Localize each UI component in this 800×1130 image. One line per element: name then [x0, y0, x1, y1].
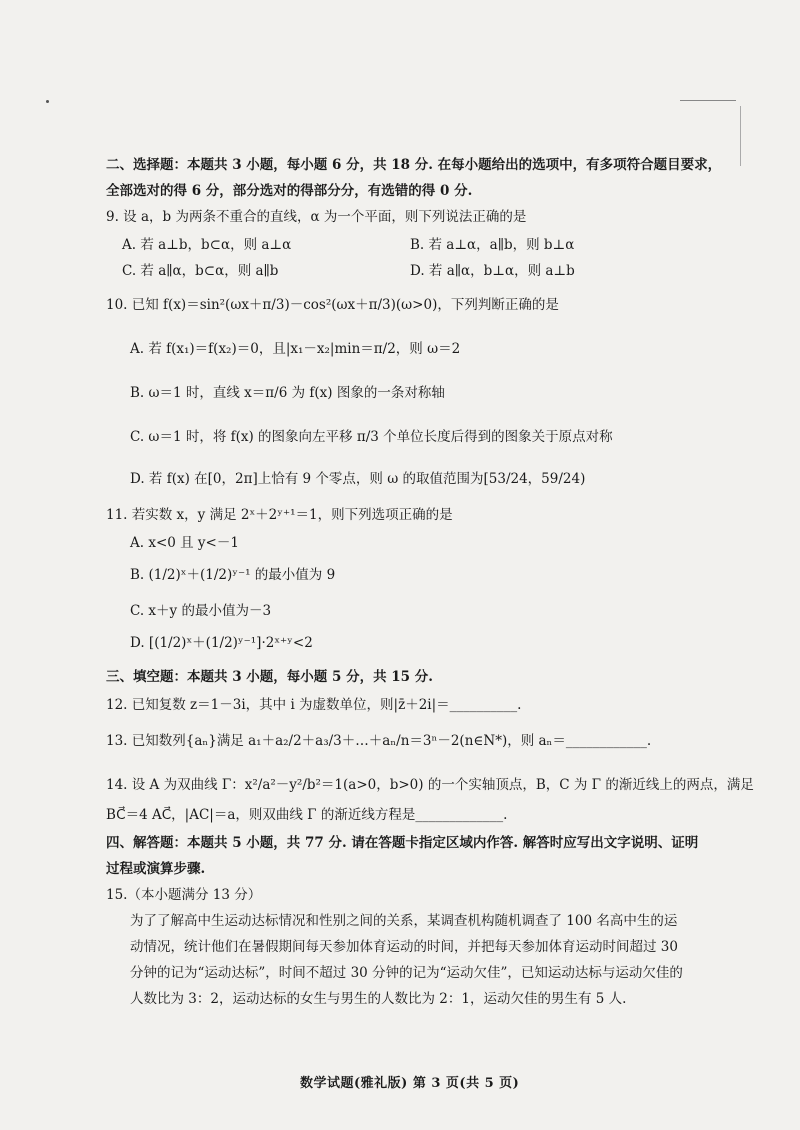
scan-edge-mark [680, 100, 736, 101]
q9-stem: 9. 设 a，b 为两条不重合的直线，α 为一个平面，则下列说法正确的是 [106, 209, 527, 225]
q15-paragraph-line3: 分钟的记为“运动达标”，时间不超过 30 分钟的记为“运动欠佳”，已知运动达标与运动欠佳的 [130, 965, 683, 981]
q15-paragraph-line4: 人数比为 3：2，运动达标的女生与男生的人数比为 2：1，运动欠佳的男生有 5 人. [130, 991, 627, 1007]
q14-line1: 14. 设 A 为双曲线 Γ：x²/a²－y²/b²＝1(a>0，b>0) 的一个实轴顶点，B，C 为 Γ 的渐近线上的两点，满足 [106, 777, 754, 793]
q14-line2: BC⃗＝4 AC⃗，|AC|＝a，则双曲线 Γ 的渐近线方程是_____________. [106, 807, 508, 823]
q9-option-d: D. 若 a∥α，b⊥α，则 a⊥b [410, 263, 575, 279]
q9-option-a: A. 若 a⊥b，b⊂α，则 a⊥α [122, 237, 292, 253]
q12-text: 12. 已知复数 z＝1－3i，其中 i 为虚数单位，则|z̄＋2i|＝__________. [106, 697, 522, 713]
q11-stem: 11. 若实数 x，y 满足 2ˣ＋2ʸ⁺¹＝1，则下列选项正确的是 [106, 507, 453, 523]
q15-paragraph-line1: 为了了解高中生运动达标情况和性别之间的关系，某调查机构随机调查了 100 名高中生的运 [130, 913, 678, 929]
q15-title: 15.（本小题满分 13 分） [106, 887, 262, 903]
section3-heading: 三、填空题：本题共 3 小题，每小题 5 分，共 15 分. [106, 669, 433, 685]
q9-option-b: B. 若 a⊥α，a∥b，则 b⊥α [410, 237, 575, 253]
section4-heading-line2: 过程或演算步骤. [106, 861, 206, 877]
section4-heading-line1: 四、解答题：本题共 5 小题，共 77 分. 请在答题卡指定区域内作答. 解答时应写出文字说明、证明 [106, 835, 699, 851]
q13-text: 13. 已知数列{aₙ}满足 a₁＋a₂/2＋a₃/3＋…＋aₙ/n＝3ⁿ－2(n∈N*)，则 aₙ＝____________. [106, 733, 652, 749]
q15-paragraph-line2: 动情况，统计他们在暑假期间每天参加体育运动的时间，并把每天参加体育运动时间超过 30 [130, 939, 678, 955]
q11-option-d: D. [(1/2)ˣ＋(1/2)ʸ⁻¹]·2ˣ⁺ʸ<2 [130, 635, 313, 651]
q10-option-c: C. ω＝1 时，将 f(x) 的图象向左平移 π/3 个单位长度后得到的图象关于原点对称 [130, 429, 613, 445]
q10-option-a: A. 若 f(x₁)＝f(x₂)＝0，且|x₁－x₂|min＝π/2，则 ω＝2 [130, 341, 461, 357]
scan-edge-mark-vertical [740, 106, 741, 166]
q10-stem: 10. 已知 f(x)＝sin²(ωx＋π/3)－cos²(ωx＋π/3)(ω>0)，下列判断正确的是 [106, 297, 559, 313]
scan-speck [46, 100, 49, 103]
q11-option-a: A. x<0 且 y<－1 [130, 535, 239, 551]
q11-option-b: B. (1/2)ˣ＋(1/2)ʸ⁻¹ 的最小值为 9 [130, 567, 336, 583]
q10-option-b: B. ω＝1 时，直线 x＝π/6 为 f(x) 图象的一条对称轴 [130, 385, 445, 401]
q11-option-c: C. x＋y 的最小值为－3 [130, 603, 272, 619]
section2-heading-line2: 全部选对的得 6 分，部分选对的得部分分，有选错的得 0 分. [106, 183, 473, 199]
page-footer: 数学试题(雅礼版) 第 3 页(共 5 页) [300, 1076, 520, 1091]
section2-heading-line1: 二、选择题：本题共 3 小题，每小题 6 分，共 18 分. 在每小题给出的选项中，有多项符合题目要求， [106, 157, 722, 173]
q10-option-d: D. 若 f(x) 在[0，2π]上恰有 9 个零点，则 ω 的取值范围为[53/24，59/24) [130, 471, 586, 487]
q9-option-c: C. 若 a∥α，b⊂α，则 a∥b [122, 263, 279, 279]
